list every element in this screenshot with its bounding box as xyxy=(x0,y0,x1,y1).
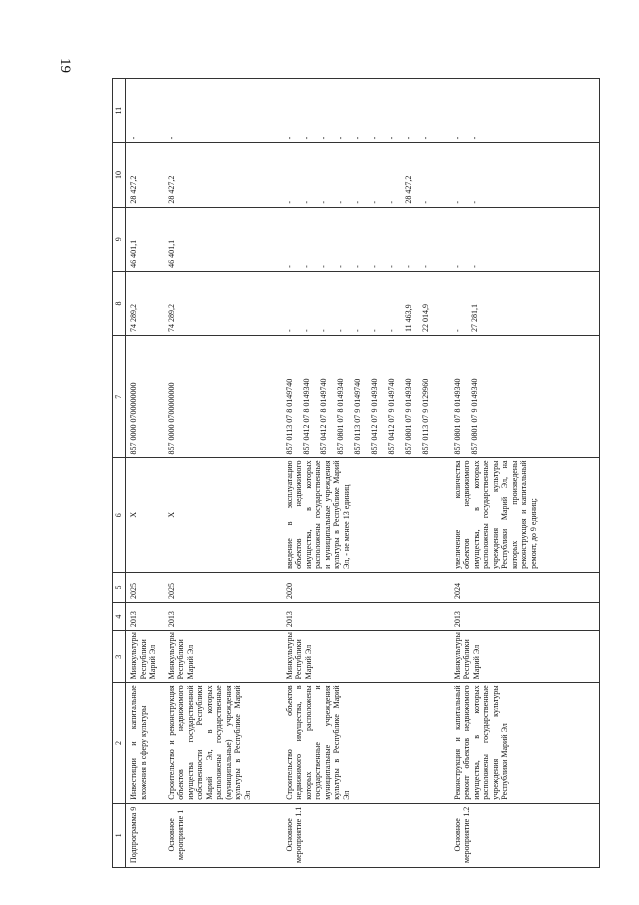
amount-cell xyxy=(164,207,282,271)
column-header: 3 xyxy=(113,631,126,683)
amount-value: - xyxy=(318,136,328,140)
column-header: 1 xyxy=(113,803,126,867)
amount-cell xyxy=(450,271,600,335)
amount-cell xyxy=(282,143,450,207)
column-header: 11 xyxy=(113,79,126,143)
amount-value: 27 281,1 xyxy=(469,304,479,333)
amount-value: - xyxy=(469,136,479,140)
budget-code: 857 0801 07 9 0149340 xyxy=(403,378,413,455)
row-label: Основное мероприятие 1 xyxy=(164,803,282,867)
budget-code-cell xyxy=(282,336,450,458)
amount-value: 28 427,2 xyxy=(129,175,138,204)
amount-value: - xyxy=(129,136,138,140)
amount-value: - xyxy=(318,200,328,204)
amount-value: 28 427,2 xyxy=(166,175,176,204)
end-year: 2025 xyxy=(126,572,164,602)
amount-cell xyxy=(126,143,164,207)
column-header: 8 xyxy=(113,271,126,335)
amount-value: 74 289,2 xyxy=(166,304,176,333)
amount-cell xyxy=(126,79,164,143)
table-row xyxy=(126,79,164,868)
amount-value: - xyxy=(335,136,345,140)
row-description: Реконструкция и капитальный ремонт объектов недвижимого имущества, в которых расположены государственные учреждения культуры Республики Марий Эл xyxy=(450,683,600,803)
amount-value: 28 427,2 xyxy=(403,175,413,204)
amount-value: - xyxy=(352,200,362,204)
rotated-table-wrapper xyxy=(112,78,600,868)
amount-cell xyxy=(450,207,600,271)
row-description: Строительство объектов недвижимого имущества, в которых расположены государственные и муниципальные учреждения культуры в Республике Марий Эл xyxy=(282,683,450,803)
column-header: 4 xyxy=(113,603,126,631)
column-header: 7 xyxy=(113,336,126,458)
column-header: 9 xyxy=(113,207,126,271)
amount-value: - xyxy=(318,265,328,268)
program-table xyxy=(112,78,600,868)
amount-value: 74 289,2 xyxy=(129,304,138,333)
amount-value: 46 401,1 xyxy=(166,239,176,268)
budget-code: 857 0801 07 9 0149340 xyxy=(469,378,479,455)
amount-value: - xyxy=(166,136,176,140)
page-number: 19 xyxy=(57,58,73,73)
amount-value: - xyxy=(284,136,294,140)
amount-value: - xyxy=(284,265,294,268)
budget-code: 857 0113 07 9 0129960 xyxy=(420,378,430,455)
amount-value: - xyxy=(352,136,362,140)
row-label: Подпрограмма 9 xyxy=(126,803,164,867)
row-label: Основное мероприятие 1.2 xyxy=(450,803,600,867)
header-row xyxy=(113,79,126,868)
amount-value: - xyxy=(452,329,462,333)
amount-cell xyxy=(282,79,450,143)
end-year: 2020 xyxy=(282,572,450,602)
amount-value: - xyxy=(386,200,396,204)
end-year: 2024 xyxy=(450,572,600,602)
amount-cell xyxy=(282,271,450,335)
amount-value: - xyxy=(420,200,430,204)
amount-value: - xyxy=(284,329,294,333)
amount-value: - xyxy=(335,329,345,333)
expected-result: Х xyxy=(126,458,164,572)
start-year: 2013 xyxy=(126,603,164,631)
responsible-executor: Минкультуры Республики Марий Эл xyxy=(450,631,600,683)
amount-value: - xyxy=(335,200,345,204)
amount-cell xyxy=(164,271,282,335)
amount-value: - xyxy=(335,265,345,268)
table-row xyxy=(282,79,450,868)
budget-code-cell xyxy=(450,336,600,458)
budget-code: 857 0113 07 8 0149740 xyxy=(284,378,294,455)
table-row xyxy=(164,79,282,868)
amount-value: - xyxy=(369,265,379,268)
amount-cell xyxy=(164,143,282,207)
column-header: 6 xyxy=(113,458,126,572)
start-year: 2013 xyxy=(282,603,450,631)
amount-value: 22 014,9 xyxy=(420,304,430,333)
amount-value: - xyxy=(284,200,294,204)
budget-code: 857 0801 07 8 0149340 xyxy=(335,378,345,455)
start-year: 2013 xyxy=(450,603,600,631)
amount-value: 11 463,9 xyxy=(403,304,413,333)
amount-cell xyxy=(450,143,600,207)
expected-result: введение в эксплуатацию объектов недвижимого имущества, в которых расположены государственные и муниципальные учреждения культуры в Республике Марий Эл, - не менее 13 единиц xyxy=(282,458,450,572)
row-description: Инвестиции и капитальные вложения в сферу культуры xyxy=(126,683,164,803)
budget-code: 857 0412 07 8 0149340 xyxy=(301,378,311,455)
budget-code: 857 0000 0700000000 xyxy=(129,382,138,455)
amount-value: - xyxy=(386,329,396,333)
amount-value: - xyxy=(386,265,396,268)
end-year: 2025 xyxy=(164,572,282,602)
amount-value: - xyxy=(369,329,379,333)
expected-result: увеличение количества объектов недвижимого имущества, в которых расположены государственные учреждения культуры Республики Марий Эл, на которых произведены реконструкция и капитальный ремонт, до 9 единиц; xyxy=(450,458,600,572)
amount-value: - xyxy=(403,265,413,268)
amount-value: - xyxy=(352,265,362,268)
amount-cell xyxy=(126,207,164,271)
amount-cell xyxy=(282,207,450,271)
budget-code: 857 0412 07 9 0149740 xyxy=(386,378,396,455)
amount-value: - xyxy=(301,265,311,268)
expected-result: Х xyxy=(164,458,282,572)
budget-code-cell xyxy=(126,336,164,458)
amount-cell xyxy=(164,79,282,143)
amount-value: - xyxy=(301,200,311,204)
amount-value: - xyxy=(301,329,311,333)
table-row xyxy=(450,79,600,868)
budget-code: 857 0412 07 8 0149740 xyxy=(318,378,328,455)
amount-value: - xyxy=(403,136,413,140)
row-description: Строительство и реконструкция объектов недвижимого имущества государственной собственности Республики Марий Эл, в которых расположены государственные (муниципальные) учреждения культуры в Республике Марий Эл xyxy=(164,683,282,803)
column-header: 5 xyxy=(113,572,126,602)
responsible-executor: Минкультуры Республики Марий Эл xyxy=(164,631,282,683)
amount-value: - xyxy=(452,200,462,204)
amount-value: - xyxy=(369,136,379,140)
amount-value: - xyxy=(301,136,311,140)
amount-cell xyxy=(450,79,600,143)
amount-value: - xyxy=(452,136,462,140)
amount-value: - xyxy=(469,265,479,268)
budget-code: 857 0412 07 9 0149340 xyxy=(369,378,379,455)
responsible-executor: Минкультуры Республики Марий Эл xyxy=(126,631,164,683)
amount-value: - xyxy=(369,200,379,204)
amount-value: 46 401,1 xyxy=(129,239,138,268)
start-year: 2013 xyxy=(164,603,282,631)
amount-value: - xyxy=(318,329,328,333)
responsible-executor: Минкультуры Республики Марий Эл xyxy=(282,631,450,683)
amount-value: - xyxy=(352,329,362,333)
budget-code-cell xyxy=(164,336,282,458)
column-header: 2 xyxy=(113,683,126,803)
amount-value: - xyxy=(420,265,430,268)
budget-code: 857 0801 07 8 0149340 xyxy=(452,378,462,455)
amount-value: - xyxy=(469,200,479,204)
amount-value: - xyxy=(386,136,396,140)
column-header: 10 xyxy=(113,143,126,207)
row-label: Основное мероприятие 1.1 xyxy=(282,803,450,867)
amount-value: - xyxy=(420,136,430,140)
budget-code: 857 0000 0700000000 xyxy=(166,382,176,455)
amount-cell xyxy=(126,271,164,335)
budget-code: 857 0113 07 9 0149740 xyxy=(352,378,362,455)
amount-value: - xyxy=(452,265,462,268)
